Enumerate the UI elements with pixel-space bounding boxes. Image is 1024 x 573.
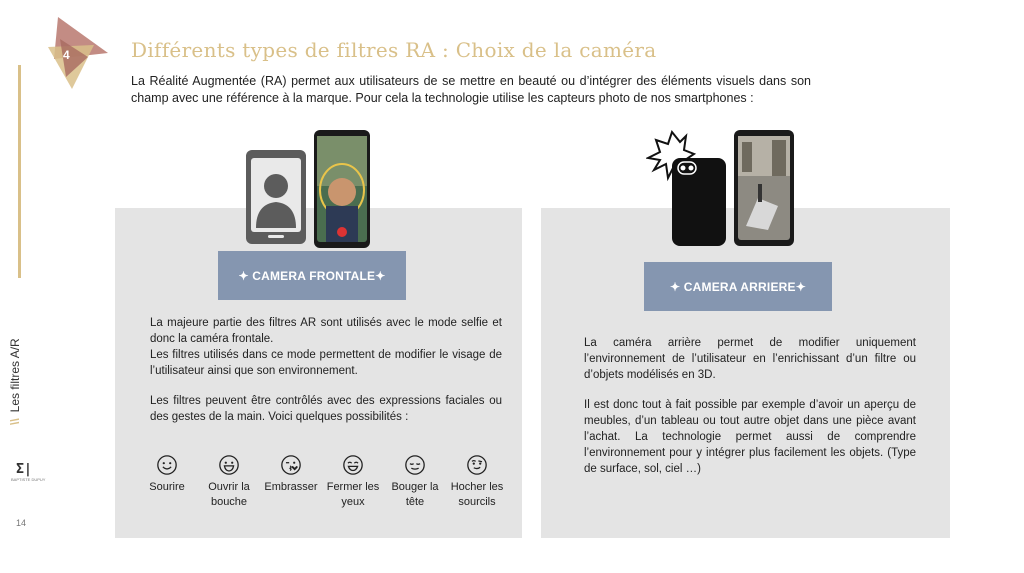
front-paragraph-1: La majeure partie des filtres AR sont utilisés avec le mode selfie et donc la caméra frontale.	[150, 317, 502, 345]
rear-camera-illustration	[646, 128, 798, 248]
expression-label: Ouvrir la bouche	[208, 481, 250, 508]
expression-label: Fermer les yeux	[326, 481, 380, 508]
expression-item-kiss	[260, 454, 322, 510]
closed-eyes-icon	[342, 454, 364, 476]
expression-item-closed-eyes	[322, 454, 384, 510]
slide-number-badge	[44, 17, 108, 89]
smile-icon	[156, 454, 178, 476]
front-camera-illustration	[246, 130, 374, 250]
expression-item-smile	[136, 454, 198, 510]
expression-label: Embrasser	[264, 481, 318, 493]
rear-paragraph-2: Il est donc tout à fait possible par exemple d’avoir un aperçu de meubles, d’un tableau ou tout autre objet dans une pièce avant l’achat. La technologie permet aussi de comprendre l’environnement pour y intégrer plus facilement les objets. (Type de surface, sol, ciel …)	[584, 399, 916, 475]
expression-item-open-mouth	[198, 454, 260, 510]
expression-label: Hocher les sourcils	[450, 481, 504, 508]
move-head-icon	[404, 454, 426, 476]
page-number: 14	[16, 518, 27, 528]
logo-mark: Σ|	[16, 462, 32, 477]
kiss-icon	[280, 454, 302, 476]
raise-eyebrows-icon	[466, 454, 488, 476]
section-title	[8, 338, 22, 425]
expression-label: Bouger la tête	[391, 481, 439, 508]
logo-subtitle: BAPTISTE DUPUY	[11, 477, 46, 482]
open-mouth-icon	[218, 454, 240, 476]
front-camera-button[interactable]: ✦ CAMERA FRONTALE✦	[218, 251, 406, 300]
front-paragraph-3: Les filtres peuvent être contrôlés avec des expressions faciales ou des gestes de la main. Voici quelques possibilités :	[150, 395, 502, 423]
intro-paragraph: La Réalité Augmentée (RA) permet aux utilisateurs de se mettre en beauté ou d’intégrer des éléments visuels dans son champ avec une référence à la marque. Pour cela la technologie utilise les capteurs photo de nos smartphones :	[131, 74, 811, 105]
section-separator: \\	[8, 418, 22, 425]
expression-list	[136, 454, 508, 510]
rear-paragraph-1: La caméra arrière permet de modifier uniquement l’environnement de l’utilisateur en l’enrichissant d’un filtre ou d’objets modélisés en 3D.	[584, 337, 916, 381]
front-paragraph-2: Les filtres utilisés dans ce mode permettent de modifier le visage de l’utilisateur ainsi que son environnement.	[150, 349, 502, 377]
expression-item-raise-eyebrows	[446, 454, 508, 510]
front-camera-description	[150, 315, 502, 439]
rear-camera-button[interactable]: ✦ CAMERA ARRIERE✦	[644, 262, 832, 311]
expression-label: Sourire	[149, 481, 185, 493]
sidebar-accent-bar	[18, 65, 21, 278]
page-title: Différents types de filtres RA : Choix de la caméra	[131, 38, 657, 62]
rear-camera-description	[584, 335, 916, 491]
slide-number: 4	[63, 48, 70, 62]
section-title-text: Les filtres A/R	[8, 338, 22, 413]
expression-item-move-head	[384, 454, 446, 510]
author-logo	[11, 462, 46, 494]
